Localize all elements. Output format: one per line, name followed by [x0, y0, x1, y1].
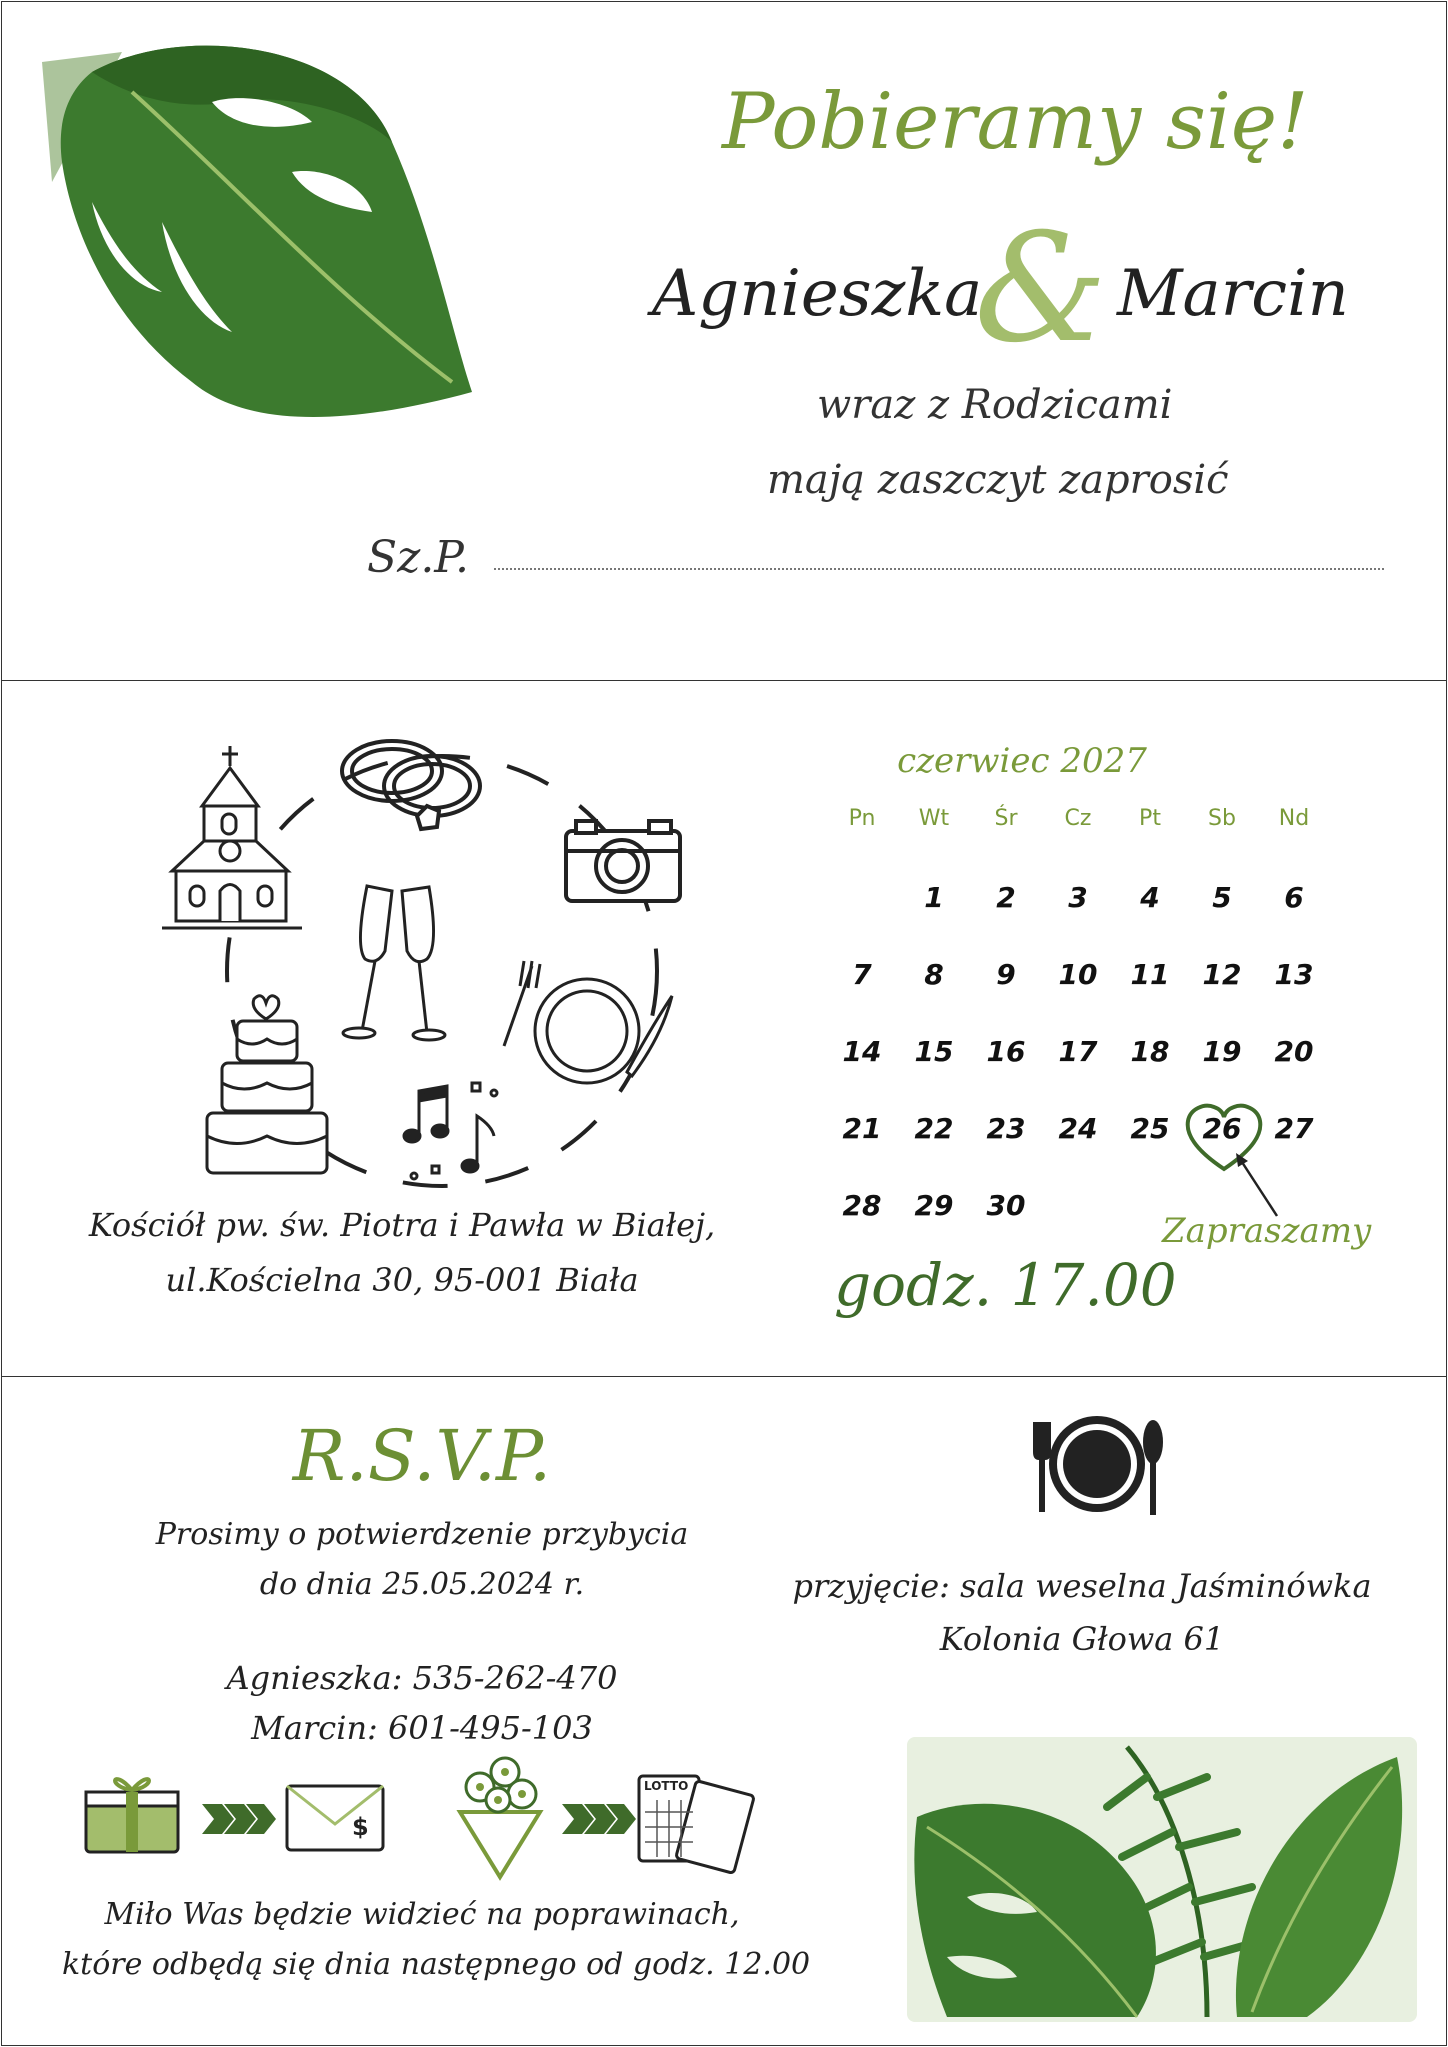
- calendar-day: 13: [1274, 958, 1314, 991]
- monstera-leaf-icon: [32, 32, 472, 432]
- calendar-day: 7: [852, 958, 872, 991]
- calendar-day: 10: [1058, 958, 1098, 991]
- calendar-weekday: Wt: [918, 806, 950, 831]
- groom-name: Marcin: [1117, 257, 1349, 331]
- invitation-front-panel: [1, 1, 1447, 681]
- plate-icon: [1027, 1412, 1167, 1522]
- calendar-day: 22: [914, 1112, 954, 1145]
- calendar-day: 30: [986, 1189, 1026, 1222]
- calendar-day: 5: [1212, 881, 1232, 914]
- calendar-weekday: Śr: [994, 806, 1018, 831]
- after-party-line2: które odbędą się dnia następnego od godz. 12.00: [62, 1947, 811, 1982]
- invite-line: mają zaszczyt zaprosić: [767, 457, 1229, 503]
- calendar-day: 19: [1202, 1035, 1242, 1068]
- music-notes-icon: [402, 1081, 512, 1181]
- rsvp-line1: Prosimy o potwierdzenie przybycia: [155, 1517, 689, 1552]
- church-address-line1: Kościół pw. św. Piotra i Pawła w Białej,: [88, 1206, 716, 1244]
- chevrons-icon: [202, 1804, 277, 1834]
- calendar-day: 6: [1284, 881, 1304, 914]
- calendar-day: 25: [1130, 1112, 1170, 1145]
- champagne-glasses-icon: [337, 881, 457, 1051]
- parents-line: wraz z Rodzicami: [817, 382, 1173, 428]
- chevrons-icon-2: [562, 1804, 637, 1834]
- calendar-day-highlighted: 26: [1202, 1112, 1242, 1145]
- wedding-cake-icon: [202, 991, 332, 1181]
- calendar-day: 4: [1140, 881, 1160, 914]
- calendar-day: 29: [914, 1189, 954, 1222]
- calendar-day: 15: [914, 1035, 954, 1068]
- calendar-day: 1: [924, 881, 944, 914]
- calendar-weekday: Cz: [1064, 806, 1092, 831]
- reception-line1: przyjęcie: sala weselna Jaśminówka: [792, 1567, 1372, 1605]
- calendar-day: 21: [842, 1112, 882, 1145]
- contact-bride: Agnieszka: 535-262-470: [226, 1659, 618, 1697]
- camera-icon: [564, 816, 684, 906]
- calendar-day: 18: [1130, 1035, 1170, 1068]
- ceremony-time: godz. 17.00: [834, 1251, 1177, 1319]
- lottery-label: LOTTO: [644, 1779, 689, 1793]
- church-icon: [162, 746, 302, 936]
- calendar-weekday: Pn: [848, 806, 876, 831]
- calendar-day: 28: [842, 1189, 882, 1222]
- ceremony-panel: [1, 680, 1447, 1377]
- plate-cutlery-icon: [502, 956, 682, 1116]
- calendar-day: 3: [1068, 881, 1088, 914]
- calendar-day: 20: [1274, 1035, 1314, 1068]
- church-address-line2: ul.Kościelna 30, 95-001 Biała: [165, 1261, 639, 1299]
- tropical-leaves-icon: [907, 1737, 1417, 2022]
- envelope-icon: [285, 1784, 385, 1854]
- calendar-weekday: Pt: [1139, 806, 1161, 831]
- gift-icon: [82, 1762, 182, 1857]
- calendar-weekday: Nd: [1278, 806, 1310, 831]
- reception-line2: Kolonia Głowa 61: [939, 1620, 1225, 1658]
- contact-groom: Marcin: 601-495-103: [251, 1709, 593, 1747]
- calendar-day: 2: [996, 881, 1016, 914]
- ampersand: &: [974, 202, 1108, 376]
- calendar-note: Zapraszamy: [1162, 1211, 1372, 1251]
- calendar-day: 27: [1274, 1112, 1314, 1145]
- calendar-day: 23: [986, 1112, 1026, 1145]
- calendar-day: 8: [924, 958, 944, 991]
- calendar-day: 11: [1130, 958, 1170, 991]
- calendar-weekday: Sb: [1208, 806, 1236, 831]
- calendar-day: 14: [842, 1035, 882, 1068]
- bride-name: Agnieszka: [652, 257, 983, 331]
- rsvp-line2: do dnia 25.05.2024 r.: [259, 1567, 585, 1602]
- calendar-day: 24: [1058, 1112, 1098, 1145]
- rsvp-panel: [1, 1376, 1447, 2046]
- name-dotted-line: [494, 568, 1384, 570]
- headline: Pobieramy się!: [722, 77, 1309, 167]
- calendar-month: czerwiec 2027: [897, 741, 1147, 781]
- calendar-day: 12: [1202, 958, 1242, 991]
- calendar-day: 17: [1058, 1035, 1098, 1068]
- after-party-line1: Miło Was będzie widzieć na poprawinach,: [104, 1897, 740, 1932]
- dollar-sign: $: [352, 1813, 369, 1841]
- rsvp-title: R.S.V.P.: [292, 1415, 552, 1497]
- calendar-day: 9: [996, 958, 1016, 991]
- salutation: Sz.P.: [367, 532, 469, 583]
- rings-icon: [337, 731, 487, 841]
- calendar-day: 16: [986, 1035, 1026, 1068]
- flower-bouquet-icon: [450, 1752, 550, 1882]
